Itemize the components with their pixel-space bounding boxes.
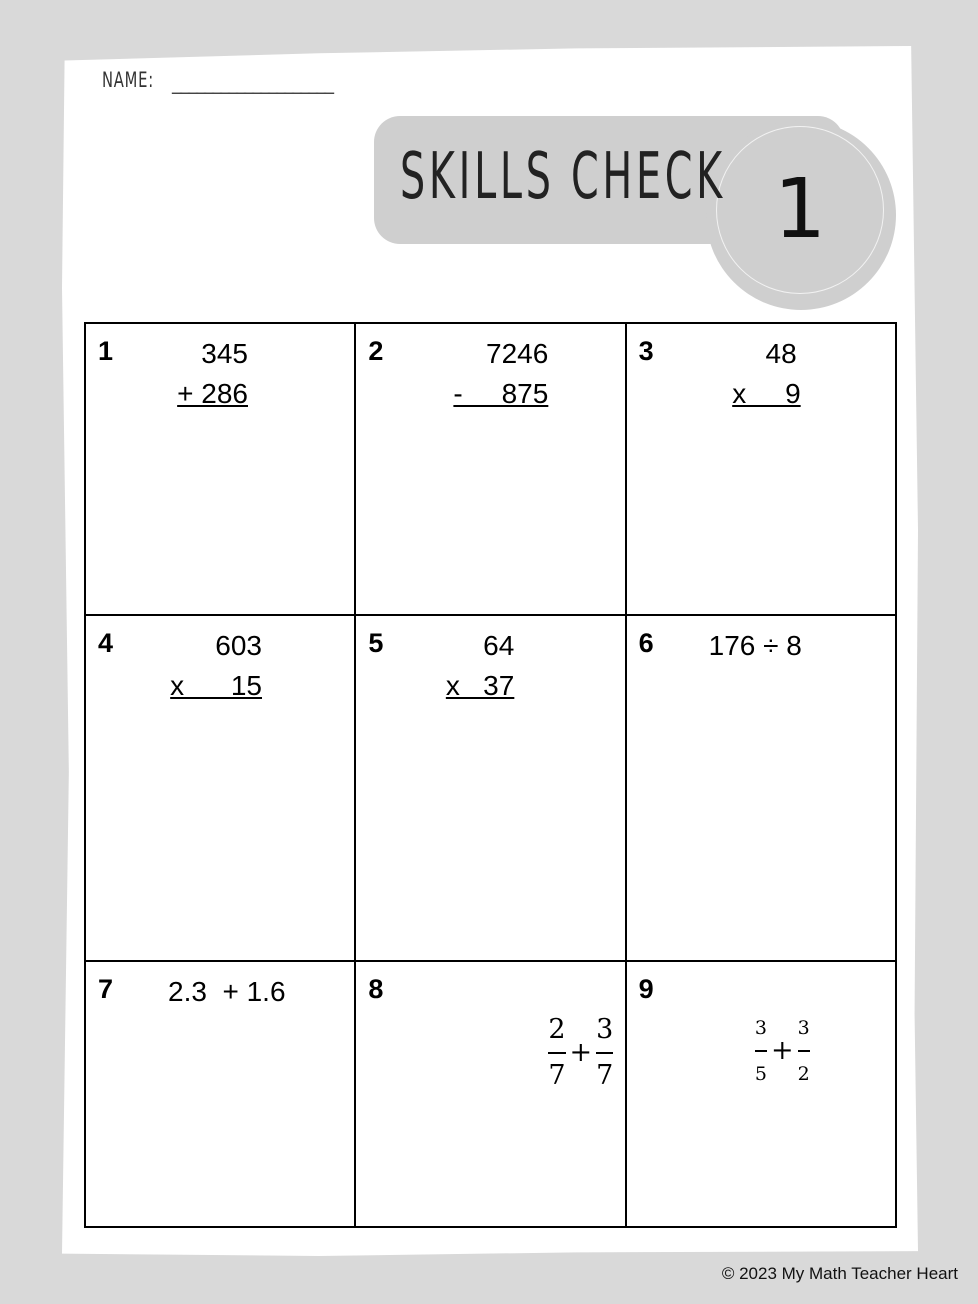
operand-bottom: - 875 [453,378,549,409]
problem-expression [713,968,810,1134]
name-blank[interactable]: ____________________ [172,70,332,94]
operand-bottom: + 286 [177,378,248,409]
numerator: 3 [797,1017,810,1039]
problem-cell-1[interactable] [85,323,355,615]
problem-number: 1 [98,336,114,366]
operand-top: 603 [215,630,262,661]
numerator: 3 [754,1017,767,1039]
problem-expression: 176 ÷ 8 [708,630,802,661]
problem-cell-2[interactable] [355,323,625,615]
operator: + [569,1036,593,1068]
problem-expression: 2.3 + 1.6 [168,976,286,1007]
denominator: 2 [797,1062,810,1085]
skills-check-number: 1 [773,162,827,257]
operand-top: 345 [201,338,248,369]
problem-expression [442,626,514,706]
name-label: NAME: [102,68,155,92]
problem-number: 4 [98,628,114,658]
problem-expression [174,334,248,414]
problem-number: 7 [98,974,114,1004]
operand-top: 7246 [486,338,549,369]
denominator: 5 [754,1062,767,1085]
denominator: 7 [596,1059,614,1091]
problem-expression [731,334,801,414]
operand-bottom: x 37 [445,670,515,701]
problem-cell-7[interactable] [85,961,355,1227]
problem-number: 5 [368,628,384,658]
problem-number: 9 [638,974,654,1004]
operator: + [770,1034,794,1066]
problem-grid [84,322,897,1228]
numerator: 2 [548,1014,566,1045]
fraction [596,1010,613,1096]
operand-bottom: x 9 [732,378,801,409]
problem-number: 2 [368,336,384,366]
copyright-notice: © 2023 My Math Teacher Heart [721,1264,958,1283]
problem-cell-6[interactable] [626,615,896,961]
numerator: 3 [596,1014,614,1045]
problem-number: 8 [368,974,384,1004]
problem-number: 6 [638,628,654,658]
page-title: SKILLS CHECK [400,140,726,214]
operand-top: 64 [483,630,515,661]
fraction [755,1008,767,1094]
problem-cell-3[interactable] [626,323,896,615]
operand-bottom: x 15 [170,670,262,701]
fraction [548,1010,565,1096]
denominator: 7 [548,1059,566,1091]
operand-top: 48 [765,338,797,369]
problem-number: 3 [638,336,654,366]
problem-expression [442,334,548,414]
fraction [798,1008,810,1094]
problem-cell-9[interactable] [626,961,896,1227]
problem-expression [488,970,613,1136]
problem-cell-5[interactable] [355,615,625,961]
problem-cell-4[interactable] [85,615,355,961]
problem-expression [168,626,262,706]
problem-cell-8[interactable] [355,961,625,1227]
